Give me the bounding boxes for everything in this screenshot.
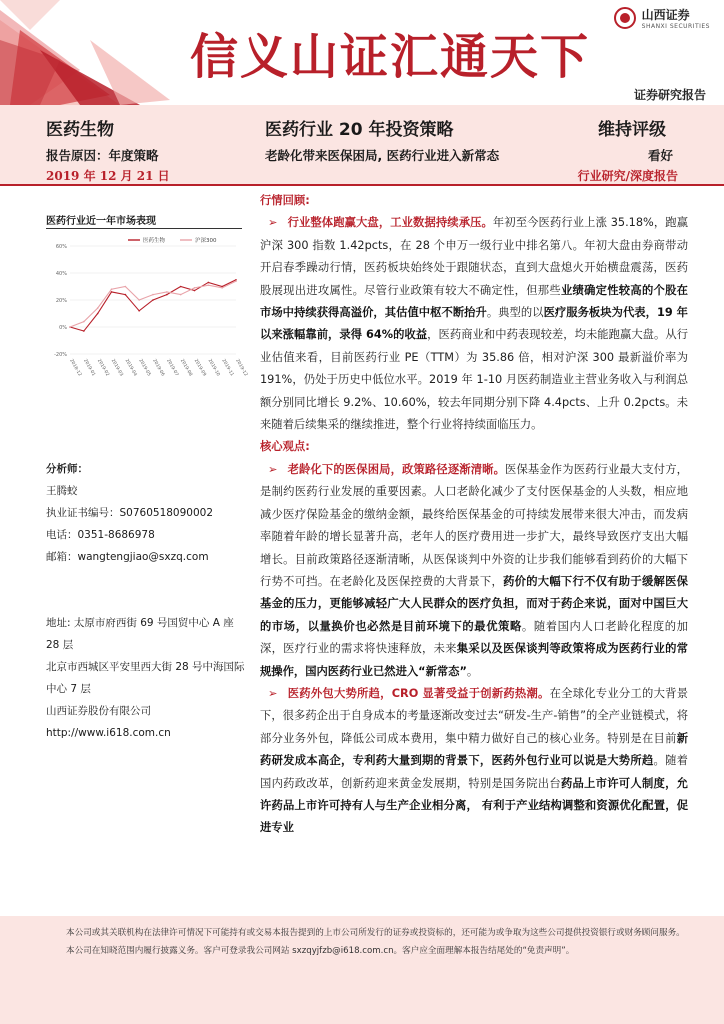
- x-tick-label: 2019-06: [151, 358, 166, 378]
- data-point: [180, 286, 182, 288]
- paragraph-cro: [260, 683, 688, 840]
- paragraph-bold: 药品上市许可人制度，允许药品上市许可持有人与生产企业相分离，: [260, 776, 688, 812]
- data-point: [166, 291, 168, 293]
- rating-label: 维持评级: [598, 120, 666, 140]
- main-content: [260, 190, 688, 840]
- arrow-icon: ➢: [268, 686, 278, 700]
- legend-label: 沪深300: [195, 238, 217, 244]
- y-tick-label: 40%: [55, 271, 67, 277]
- data-point: [125, 294, 127, 296]
- analyst-phone: [46, 524, 246, 546]
- analyst-email: [46, 546, 246, 568]
- sector-label: 医药生物: [46, 120, 114, 140]
- x-tick-label: 2019-05: [137, 358, 152, 378]
- data-point: [194, 287, 196, 289]
- x-tick-label: 2019-10: [206, 358, 221, 378]
- paragraph-text: ，医药商业和中药表现较差，均未能跑赢大盘。从行业估值来看，目前医药行业 PE（TTM）为 35.86 倍，相对沪深 300 最新溢价率为 191%，仍处于历史中低位水平。2019 年 1-10 月医药制造业主营业务收入与利润总额分别同比增长 9.2%、10.60%，较去年同期分别下降 4.4pcts、上升 0.2pcts。未来随着后续集采的继续推进，整个行业将持续面临压力。: [260, 328, 688, 432]
- analyst-heading: 分析师：: [46, 463, 88, 475]
- x-tick-label: 2019-12: [234, 358, 249, 378]
- analyst-info: [46, 458, 246, 568]
- paragraph-text: 。: [466, 664, 479, 678]
- paragraph-lead: 行业整体跑赢大盘，工业数据持续承压。: [287, 216, 493, 230]
- paragraph-text: 年初至今医药行业上涨 35.18%，跑赢沪深 300 指数 1.42pcts，在 28 个申万一级行业中排名第八。年初大盘由券商带动开启春季躁动行情，医药板块始终处于跟随状态，直到大盘熄火开始横盘震荡，医药股展现出进攻属性。尽管行业政策有较大不确定性，但那些: [260, 216, 688, 297]
- cert-number: S0760518090002: [119, 507, 214, 519]
- paragraph-text: 。典型的以: [486, 306, 544, 320]
- legend-label: 医药生物: [143, 238, 166, 244]
- paragraph-aging: [260, 459, 688, 683]
- logo-name: 山西证券: [641, 8, 690, 22]
- analyst-cert: [46, 502, 246, 524]
- data-point: [111, 291, 113, 293]
- series-line-1: [70, 280, 236, 331]
- paragraph-bold: 新药研发成本高企，专利药大量到期的背景下，医药外包行业可以说是大势所趋: [260, 731, 688, 768]
- x-tick-label: 2019-07: [165, 358, 179, 378]
- report-subtitle: 老龄化带来医保困局, 医药行业进入新常态: [265, 148, 500, 163]
- paragraph-market: [260, 212, 688, 436]
- paragraph-bold: 医疗服务板块为代表，19 年以来涨幅靠前，录得 64%的收益: [260, 306, 688, 342]
- arrow-icon: ➢: [268, 462, 278, 476]
- data-point: [208, 284, 210, 286]
- data-point: [152, 299, 154, 301]
- paragraph-lead: 老龄化下的医保困局，政策路径逐渐清晰。: [287, 462, 506, 476]
- x-tick-label: 2019-04: [123, 358, 138, 378]
- data-point: [83, 321, 85, 323]
- x-tick-label: 2019-03: [109, 358, 124, 378]
- analyst-name: 王腾蛟: [46, 485, 78, 497]
- market-chart-svg: [46, 232, 249, 382]
- paragraph-text: 医保基金作为医药行业最大支付方，是制约医药行业发展的重要因素。人口老龄化减少了支付医保基金的人头数，相应地减少医疗保险基金的缴纳金额，最终给医保基金的可持续发展带来很大冲击，而发病率随着年龄的增长显著升高，老年人的医疗费用进一步扩大，最终导致医疗支出大幅增长。目前政策路径逐渐清晰，从医保谈判中外资的让步我们能够看到药价的大幅下行势不可挡。在老龄化及医保控费的大背景下，: [260, 462, 688, 588]
- chart-divider: [46, 228, 242, 229]
- data-point: [69, 326, 71, 328]
- divider: [0, 184, 724, 186]
- y-tick-label: -20%: [54, 352, 67, 358]
- company-logo: [614, 6, 710, 30]
- data-point: [235, 280, 237, 282]
- email-label: 邮箱：: [46, 551, 78, 563]
- email-address[interactable]: wangtengjiao@sxzq.com: [77, 551, 209, 563]
- contact-info: [46, 612, 246, 744]
- slogan: 信义山证汇通天下: [190, 29, 591, 85]
- data-point: [180, 294, 182, 296]
- data-point: [194, 290, 196, 292]
- x-tick-label: 2018-12: [68, 358, 83, 378]
- disclaimer-text: 本公司或其关联机构在法律许可情况下可能持有或交易本报告提到的上市公司所发行的证券或投资标的，还可能为或争取为这些公司提供投资银行或财务顾问服务。本公司在知晓范围内履行披露义务。客户可登录我公司网站 sxzqyjfzb@i618.com.cn。客户应全面理解本报告结尾处的“免责声明”。: [66, 928, 685, 956]
- report-category: 行业研究/深度报告: [577, 169, 678, 183]
- data-point: [152, 294, 154, 296]
- core-view-heading: 核心观点:: [260, 440, 310, 454]
- x-tick-label: 2019-11: [220, 358, 235, 378]
- paragraph-text: 。随着国内人口老龄化程度的加深，医疗行业的需求将快速释放，未来: [260, 619, 688, 656]
- report-reason: 报告原因：年度策略: [46, 148, 159, 163]
- market-chart: [46, 232, 249, 382]
- paragraph-text: 在全球化专业分工的大背景下，很多药企出于自身成本的考量逐渐改变过去“研发-生产-销售”的全产业链模式，将部分业务外包，降低公司成本费用，集中精力做好自己的核心业务。特别是在目前: [260, 686, 688, 745]
- data-point: [83, 330, 85, 332]
- arrow-icon: ➢: [268, 216, 278, 230]
- series-line-2: [70, 281, 236, 327]
- y-tick-label: 60%: [55, 244, 67, 250]
- data-point: [138, 310, 140, 312]
- paragraph-bold: 业绩确定性较高的个股在市场中持续获得高溢价，其估值中枢不断抬升: [260, 283, 688, 320]
- data-point: [125, 286, 127, 288]
- data-point: [97, 307, 99, 309]
- paragraph-text: 。随着国内药政改革，创新药迎来黄金发展期，特别是国务院出台: [260, 754, 688, 790]
- x-tick-label: 2019-01: [82, 358, 96, 378]
- x-tick-label: 2019-08: [178, 358, 193, 378]
- report-type: 证券研究报告: [633, 88, 706, 102]
- phone-number: 0351-8686978: [77, 529, 155, 541]
- data-point: [111, 288, 113, 290]
- paragraph-bold: 集采以及医保谈判等政策将成为医药行业的常规操作，国内医药行业已然进入“新常态”: [260, 642, 688, 678]
- data-point: [97, 313, 99, 315]
- address-taiyuan: 地址: 太原市府西街 69 号国贸中心 A 座 28 层: [46, 617, 234, 651]
- website-link[interactable]: http://www.i618.com.cn: [46, 727, 171, 739]
- report-date: 2019 年 12 月 21 日: [46, 169, 170, 183]
- y-tick-label: 20%: [55, 298, 67, 304]
- report-title: 医药行业 20 年投资策略: [265, 120, 454, 140]
- address-beijing: 北京市西城区平安里西大街 28 号中海国际中心 7 层: [46, 661, 245, 695]
- cert-label: 执业证书编号：: [46, 507, 120, 519]
- data-point: [221, 287, 223, 289]
- x-tick-label: 2019-02: [95, 358, 110, 378]
- chart-title: 医药行业近一年市场表现: [46, 216, 156, 227]
- market-review-heading: 行情回顾:: [260, 194, 310, 207]
- logo-icon: [614, 7, 636, 29]
- paragraph-lead: 医药外包大势所趋，CRO 显著受益于创新药热潮。: [287, 686, 550, 700]
- phone-label: 电话：: [46, 529, 78, 541]
- outlook-label: 看好: [648, 148, 674, 163]
- paragraph-bold: 药价的大幅下行不仅有助于缓解医保基金的压力，更能够减轻广大人民群众的医疗负担，而对于药企来说，面对中国巨大的市场，以量换价也必然是目前环境下的最优策略: [260, 574, 688, 633]
- data-point: [166, 294, 168, 296]
- header-banner: [0, 0, 724, 112]
- data-point: [138, 299, 140, 301]
- data-point: [208, 282, 210, 284]
- company-name: 山西证券股份有限公司: [46, 705, 151, 717]
- logo-english: SHANXI SECURITIES: [641, 23, 710, 30]
- y-tick-label: 0%: [59, 325, 67, 331]
- x-tick-label: 2019-09: [192, 358, 207, 378]
- paragraph-bold: 有利于产业结构调整和资源优化配置，促进专业: [260, 798, 688, 835]
